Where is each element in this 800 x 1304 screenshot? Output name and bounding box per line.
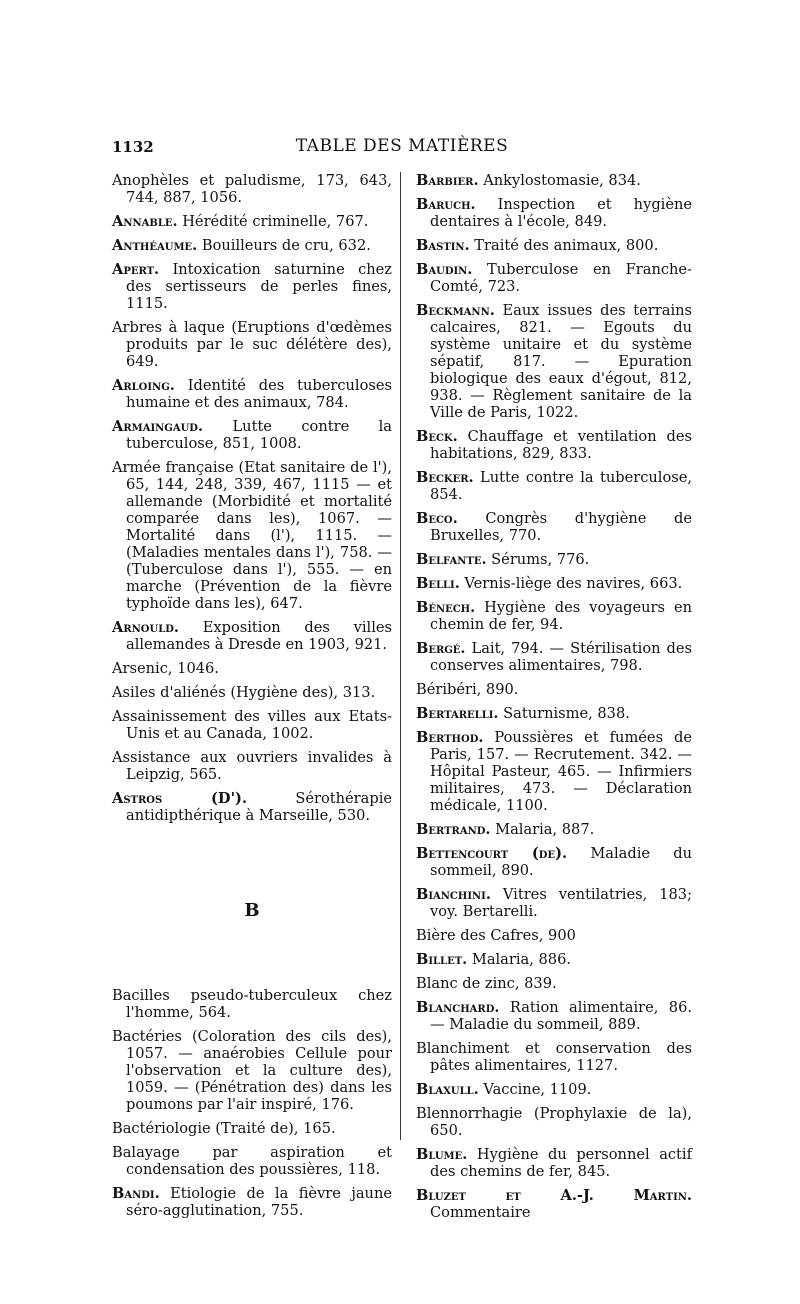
entry-text: Arbres à laque (Eruptions d'œdèmes produits par le suc délétère des), 649.: [112, 319, 392, 370]
entry-author: Anthéaume.: [112, 237, 198, 254]
entry-text: Chauffage et ventilation des habitations, 829, 833.: [430, 428, 692, 462]
entry-text: Congrès d'hygiène de Bruxelles, 770.: [430, 510, 692, 544]
entry-text: Intoxication saturnine chez des sertisseurs de perles fines, 1115.: [126, 261, 392, 312]
entry-author: Blanchard.: [416, 999, 500, 1016]
index-entry: [112, 1120, 392, 1137]
index-list-right: [416, 172, 692, 1221]
index-entry: [112, 619, 392, 653]
index-entry: [416, 1187, 692, 1221]
entry-text: Malaria, 886.: [467, 951, 572, 968]
entry-text: Balayage par aspiration et condensation des poussières, 118.: [112, 1144, 392, 1178]
index-list-a: [112, 172, 392, 824]
entry-text: Lutte contre la tuberculose, 851, 1008.: [126, 418, 392, 452]
entry-author: Bettencourt (de).: [416, 845, 568, 862]
entry-text: Etiologie de la fièvre jaune séro-agglutination, 755.: [126, 1185, 392, 1219]
entry-author: Belfante.: [416, 551, 487, 568]
index-entry: [416, 196, 692, 230]
entry-text: Maladie du sommeil, 890.: [430, 845, 692, 879]
entry-author: Arnould.: [112, 619, 179, 636]
index-entry: [416, 551, 692, 568]
entry-text: Armée française (Etat sanitaire de l'), 65, 144, 248, 339, 467, 1115 — et allemande (Morbidité et mortalité comparée dans les), 1067. — Mortalité dans (l'), 1115. — (Maladies mentales dans l'), 758. — (Tuberculose dans l'), 555. — en marche (Prévention de la fièvre typhoïde dans les), 647.: [112, 459, 392, 612]
entry-text: Saturnisme, 838.: [498, 705, 630, 722]
entry-text: Bactériologie (Traité de), 165.: [112, 1120, 336, 1137]
entry-author: Arloing.: [112, 377, 175, 394]
index-entry: [416, 1146, 692, 1180]
entry-text: Traité des animaux, 800.: [469, 237, 659, 254]
index-entry: [416, 845, 692, 879]
index-entry: [112, 319, 392, 370]
entry-author: Barbier.: [416, 172, 479, 189]
entry-text: Assistance aux ouvriers invalides à Leipzig, 565.: [112, 749, 392, 783]
entry-author: Bertarelli.: [416, 705, 499, 722]
entry-author: Berthod.: [416, 729, 484, 746]
entry-author: Bianchini.: [416, 886, 491, 903]
entry-author: Billet.: [416, 951, 468, 968]
entry-author: Blume.: [416, 1146, 468, 1163]
entry-text: Béribéri, 890.: [416, 681, 519, 698]
entry-text: Vitres ventilatries, 183; voy. Bertarelli.: [430, 886, 692, 920]
entry-text: Vernis-liège des navires, 663.: [459, 575, 683, 592]
entry-text: Hygiène du personnel actif des chemins de fer, 845.: [430, 1146, 692, 1180]
entry-text: Bière des Cafres, 900: [416, 927, 576, 944]
entry-author: Belli.: [416, 575, 460, 592]
right-column: [416, 172, 692, 1228]
entry-text: Sérothérapie antidipthérique à Marseille, 530.: [126, 790, 392, 824]
entry-text: Bactéries (Coloration des cils des), 1057. — anaérobies Cellule pour l'observation et la culture des), 1059. — (Pénétration des) dans les poumons par l'air inspiré, 176.: [112, 1028, 392, 1113]
entry-author: Baruch.: [416, 196, 476, 213]
entry-text: Hérédité criminelle, 767.: [177, 213, 369, 230]
page-header: [112, 134, 692, 166]
entry-text: Blanc de zinc, 839.: [416, 975, 557, 992]
entry-text: Hygiène des voyageurs en chemin de fer, 94.: [430, 599, 692, 633]
entry-text: Inspection et hygiène dentaires à l'école, 849.: [430, 196, 692, 230]
entry-author: Blaxull.: [416, 1081, 479, 1098]
entry-text: Bacilles pseudo-tuberculeux chez l'homme, 564.: [112, 987, 392, 1021]
entry-text: Bouilleurs de cru, 632.: [197, 237, 371, 254]
entry-author: Beco.: [416, 510, 458, 527]
index-entry: [416, 599, 692, 633]
entry-text: Ankylostomasie, 834.: [478, 172, 641, 189]
entry-author: Bandi.: [112, 1185, 160, 1202]
index-entry: [112, 172, 392, 206]
index-entry: [416, 975, 692, 992]
column-divider: [400, 172, 401, 1140]
index-entry: [112, 790, 392, 824]
index-entry: [416, 172, 692, 189]
entry-text: Tuberculose en Franche-Comté, 723.: [430, 261, 692, 295]
index-entry: [112, 418, 392, 452]
index-entry: [112, 987, 392, 1021]
index-entry: [112, 261, 392, 312]
entry-author: Bluzet et A.-J. Martin.: [416, 1187, 692, 1204]
entry-author: Becker.: [416, 469, 474, 486]
index-entry: [112, 1185, 392, 1219]
index-entry: [416, 886, 692, 920]
index-entry: [112, 377, 392, 411]
index-entry: [112, 459, 392, 612]
index-entry: [112, 1144, 392, 1178]
entry-text: Lutte contre la tuberculose, 854.: [430, 469, 692, 503]
entry-author: Annable.: [112, 213, 178, 230]
page-number: 1132: [112, 138, 154, 156]
entry-text: Identité des tuberculoses humaine et des animaux, 784.: [126, 377, 392, 411]
entry-text: Poussières et fumées de Paris, 157. — Recrutement. 342. — Hôpital Pasteur, 465. — Infirmiers militaires, 473. — Déclaration médicale, 1100.: [430, 729, 692, 814]
entry-text: Exposition des villes allemandes à Dresde en 1903, 921.: [126, 619, 392, 653]
index-entry: [112, 684, 392, 701]
entry-text: Anophèles et paludisme, 173, 643, 744, 887, 1056.: [112, 172, 392, 206]
left-column: [112, 172, 392, 1226]
entry-text: Arsenic, 1046.: [112, 660, 219, 677]
index-entry: [416, 729, 692, 814]
index-entry: [416, 951, 692, 968]
entry-author: Bastin.: [416, 237, 470, 254]
index-entry: [112, 1028, 392, 1113]
index-entry: [416, 510, 692, 544]
entry-text: Blennorrhagie (Prophylaxie de la), 650.: [416, 1105, 692, 1139]
running-title: TABLE DES MATIÈRES: [295, 136, 509, 156]
entry-author: Bénech.: [416, 599, 476, 616]
entry-author: Astros (D').: [112, 790, 248, 807]
entry-text: Malaria, 887.: [490, 821, 595, 838]
index-entry: [416, 640, 692, 674]
index-entry: [416, 927, 692, 944]
index-entry: [416, 237, 692, 254]
index-entry: [416, 469, 692, 503]
index-entry: [416, 575, 692, 592]
index-entry: [416, 705, 692, 722]
entry-author: Armaingaud.: [112, 418, 204, 435]
index-entry: [416, 1040, 692, 1074]
index-entry: [416, 681, 692, 698]
index-entry: [416, 1105, 692, 1139]
entry-text: Blanchiment et conservation des pâtes alimentaires, 1127.: [416, 1040, 692, 1074]
entry-text: Lait, 794. — Stérilisation des conserves alimentaires, 798.: [430, 640, 692, 674]
index-entry: [416, 302, 692, 421]
entry-author: Bergé.: [416, 640, 466, 657]
index-entry: [112, 213, 392, 230]
index-entry: [416, 261, 692, 295]
entry-author: Beckmann.: [416, 302, 495, 319]
entry-author: Apert.: [112, 261, 160, 278]
section-letter: B: [244, 900, 260, 921]
index-entry: [112, 660, 392, 677]
entry-text: Vaccine, 1109.: [478, 1081, 592, 1098]
entry-text: Asiles d'aliénés (Hygiène des), 313.: [112, 684, 376, 701]
entry-text: Eaux issues des terrains calcaires, 821. — Egouts du système unitaire et du système sépatif, 817. — Epuration biologique des eaux d'égout, 812, 938. — Règlement sanitaire de la Ville de Paris, 1022.: [430, 302, 692, 421]
index-entry: [416, 428, 692, 462]
entry-text: Commentaire: [430, 1204, 531, 1221]
entry-author: Baudin.: [416, 261, 473, 278]
index-list-b: [112, 987, 392, 1219]
index-entry: [112, 237, 392, 254]
entry-text: Sérums, 776.: [486, 551, 590, 568]
index-entry: [112, 749, 392, 783]
index-entry: [112, 708, 392, 742]
entry-author: Bertrand.: [416, 821, 491, 838]
entry-text: Assainissement des villes aux Etats-Unis et au Canada, 1002.: [112, 708, 392, 742]
index-entry: [416, 1081, 692, 1098]
index-entry: [416, 821, 692, 838]
entry-author: Beck.: [416, 428, 458, 445]
entry-text: Ration alimentaire, 86. — Maladie du sommeil, 889.: [430, 999, 692, 1033]
index-entry: [416, 999, 692, 1033]
